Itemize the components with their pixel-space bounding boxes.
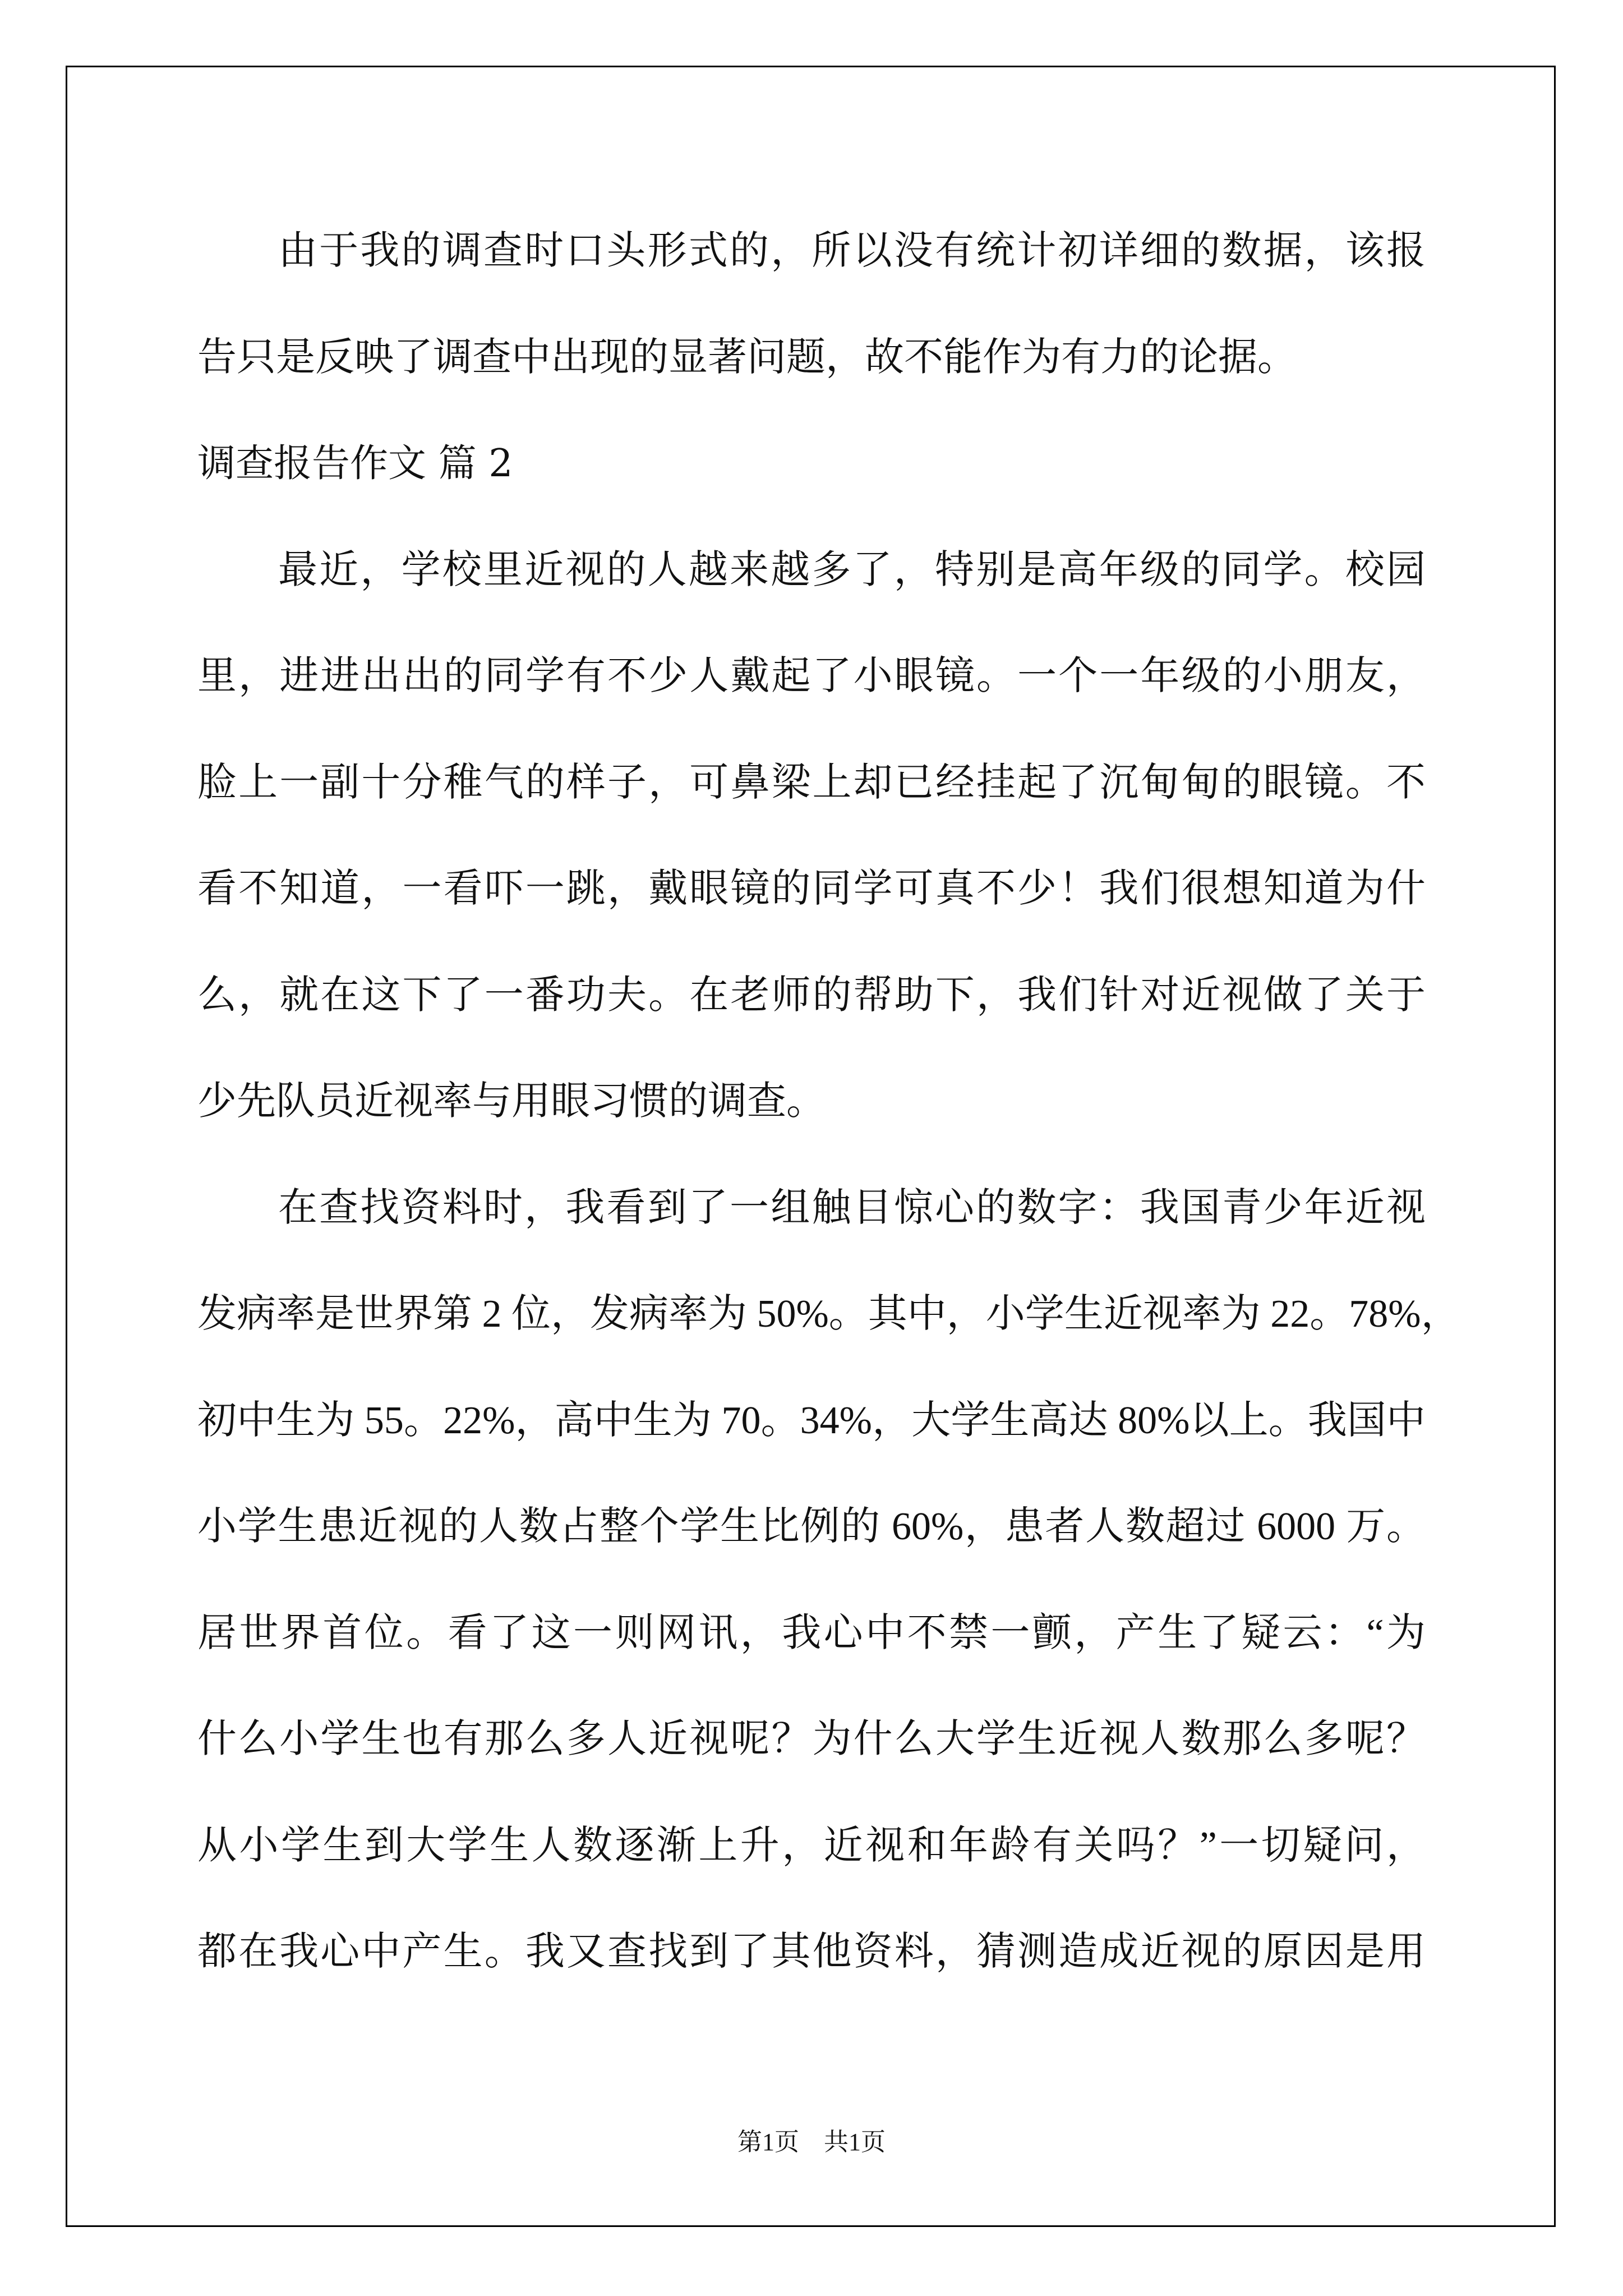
- text-line: 从小学生到大学生人数逐渐上升，近视和年龄有关吗？”一切疑问，: [197, 1824, 1426, 1867]
- paragraph: [197, 517, 1426, 1155]
- text-line: 看不知道，一看吓一跳，戴眼镜的同学可真不少！我们很想知道为什: [197, 867, 1426, 910]
- text-line: 发病率是世界第 2 位，发病率为 50%。其中，小学生近视率为 22。78%，: [197, 1292, 1460, 1336]
- text-line: 什么小学生也有那么多人近视呢？为什么大学生近视人数那么多呢？: [197, 1718, 1426, 1761]
- text-line: 脸上一副十分稚气的样子，可鼻梁上却已经挂起了沉甸甸的眼镜。不: [197, 761, 1426, 804]
- text-line: 小学生患近视的人数占整个学生比例的 60%，患者人数超过 6000 万。: [197, 1505, 1426, 1548]
- section-heading: 调查报告作文 篇 2: [197, 441, 513, 486]
- text-line: 告只是反映了调查中出现的显著问题，故不能作为有力的论据。: [197, 335, 1297, 379]
- text-line: 少先队员近视率与用眼习惯的调查。: [197, 1080, 826, 1123]
- text-line: 在查找资料时，我看到了一组触目惊心的数字：我国青少年近视: [278, 1186, 1426, 1230]
- paragraph: [197, 1155, 1460, 2005]
- text-line: 居世界首位。看了这一则网讯，我心中不禁一颤，产生了疑云：“为: [197, 1611, 1426, 1655]
- text-line: 由于我的调查时口头形式的，所以没有统计初详细的数据，该报: [278, 229, 1426, 273]
- text-line: 初中生为 55。22%，高中生为 70。34%，大学生高达 80%以上。我国中: [197, 1398, 1426, 1442]
- text-line: 最近，学校里近视的人越来越多了，特别是高年级的同学。校园: [278, 548, 1426, 592]
- document-body: [197, 198, 1460, 2005]
- page-number-footer: 第1页 共1页: [737, 2128, 886, 2156]
- text-line: 里，进进出出的同学有不少人戴起了小眼镜。一个一年级的小朋友，: [197, 655, 1426, 698]
- paragraph: [197, 198, 1426, 411]
- text-line: 么，就在这下了一番功夫。在老师的帮助下，我们针对近视做了关于: [197, 973, 1426, 1017]
- text-line: 都在我心中产生。我又查找到了其他资料，猜测造成近视的原因是用: [197, 1930, 1426, 1973]
